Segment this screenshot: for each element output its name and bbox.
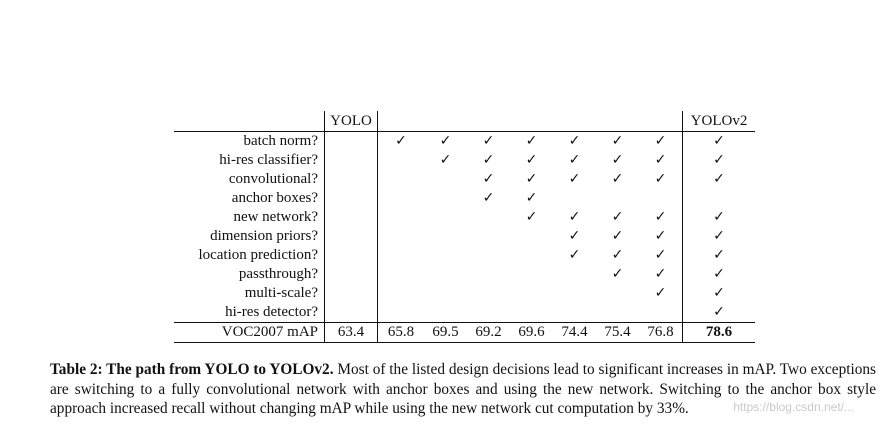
yolo-cell <box>325 189 378 208</box>
step-cell <box>378 303 425 323</box>
row-label: anchor boxes? <box>231 190 318 206</box>
map-step-value: 65.8 <box>378 323 425 343</box>
step-cell <box>378 208 425 227</box>
header-step-2 <box>424 111 467 132</box>
map-row-label: VOC2007 mAP <box>174 323 325 343</box>
step-cell <box>553 189 596 208</box>
step-cell <box>378 170 425 189</box>
table-row <box>174 284 755 303</box>
yolo-cell <box>325 132 378 152</box>
step-cell: ✓ <box>611 247 624 263</box>
step-cell: ✓ <box>654 171 667 187</box>
yolov2-cell <box>683 189 756 208</box>
header-step-4 <box>510 111 553 132</box>
step-cell: ✓ <box>611 209 624 225</box>
yolo-cell <box>325 151 378 170</box>
step-cell <box>424 303 467 323</box>
step-cell <box>510 227 553 246</box>
step-cell <box>596 189 639 208</box>
yolov2-cell: ✓ <box>683 208 756 227</box>
step-cell <box>378 284 425 303</box>
step-cell: ✓ <box>654 285 667 301</box>
caption-title: Table 2: The path from YOLO to YOLOv2. <box>50 361 334 378</box>
header-yolov2: YOLOv2 <box>683 111 756 132</box>
step-cell <box>378 151 425 170</box>
map-yolo-value: 63.4 <box>325 323 378 343</box>
yolo-cell <box>325 208 378 227</box>
row-label: hi-res detector? <box>225 304 318 320</box>
map-row <box>174 323 755 343</box>
step-cell <box>467 246 510 265</box>
yolov2-cell: ✓ <box>683 246 756 265</box>
step-cell: ✓ <box>611 171 624 187</box>
step-cell: ✓ <box>654 228 667 244</box>
step-cell: ✓ <box>525 209 538 225</box>
step-cell: ✓ <box>611 266 624 282</box>
step-cell <box>424 246 467 265</box>
yolov2-cell: ✓ <box>683 284 756 303</box>
map-step-value: 69.5 <box>424 323 467 343</box>
yolov2-cell: ✓ <box>683 227 756 246</box>
row-label: batch norm? <box>243 133 318 149</box>
step-cell <box>510 246 553 265</box>
design-decisions-table-container <box>174 111 755 343</box>
step-cell <box>378 189 425 208</box>
table-row <box>174 265 755 284</box>
step-cell <box>424 265 467 284</box>
step-cell <box>467 208 510 227</box>
watermark-text: https://blog.csdn.net/... <box>733 400 854 414</box>
step-cell <box>553 303 596 323</box>
step-cell: ✓ <box>525 190 538 206</box>
step-cell <box>378 227 425 246</box>
design-decisions-table <box>174 111 755 343</box>
step-cell <box>553 265 596 284</box>
map-step-value: 69.6 <box>510 323 553 343</box>
step-cell: ✓ <box>568 152 581 168</box>
table-row <box>174 170 755 189</box>
table-row <box>174 132 755 152</box>
table-row <box>174 227 755 246</box>
step-cell <box>467 227 510 246</box>
header-step-7 <box>639 111 683 132</box>
yolov2-cell: ✓ <box>683 170 756 189</box>
row-label: passthrough? <box>238 266 318 282</box>
yolov2-cell: ✓ <box>683 265 756 284</box>
yolo-cell <box>325 246 378 265</box>
yolo-cell <box>325 227 378 246</box>
yolo-cell <box>325 265 378 284</box>
step-cell: ✓ <box>482 171 495 187</box>
yolov2-cell: ✓ <box>683 132 756 152</box>
header-yolo: YOLO <box>325 111 378 132</box>
row-label: hi-res classifier? <box>219 152 318 168</box>
step-cell <box>510 284 553 303</box>
step-cell <box>510 303 553 323</box>
map-step-value: 75.4 <box>596 323 639 343</box>
step-cell: ✓ <box>525 133 538 149</box>
step-cell <box>424 208 467 227</box>
row-label: location prediction? <box>198 247 318 263</box>
step-cell: ✓ <box>654 247 667 263</box>
step-cell <box>378 265 425 284</box>
step-cell: ✓ <box>482 190 495 206</box>
map-step-value: 76.8 <box>639 323 683 343</box>
step-cell: ✓ <box>568 228 581 244</box>
step-cell: ✓ <box>439 133 452 149</box>
step-cell: ✓ <box>654 152 667 168</box>
table-row <box>174 151 755 170</box>
step-cell: ✓ <box>611 133 624 149</box>
step-cell <box>424 227 467 246</box>
table-header-row <box>174 111 755 132</box>
yolov2-cell: ✓ <box>683 151 756 170</box>
step-cell: ✓ <box>568 209 581 225</box>
step-cell <box>467 265 510 284</box>
step-cell <box>596 284 639 303</box>
step-cell: ✓ <box>611 228 624 244</box>
map-yolov2-value: 78.6 <box>683 323 756 343</box>
step-cell: ✓ <box>378 132 425 152</box>
caption-text: Most of the listed design decisions lead to significant increases in mAP. Two exceptions are switching to a fully convolutional network with anchor boxes and using the new network. Switching to the anchor box style approach increased recall without changing mAP while using the new network cut computation by 33%. <box>50 361 876 417</box>
yolo-cell <box>325 284 378 303</box>
step-cell <box>378 246 425 265</box>
step-cell <box>467 303 510 323</box>
step-cell <box>639 189 683 208</box>
header-step-3 <box>467 111 510 132</box>
step-cell <box>553 284 596 303</box>
map-step-value: 69.2 <box>467 323 510 343</box>
yolo-cell <box>325 303 378 323</box>
yolov2-cell: ✓ <box>683 303 756 323</box>
table-row <box>174 208 755 227</box>
step-cell <box>596 303 639 323</box>
step-cell <box>510 265 553 284</box>
table-row <box>174 303 755 323</box>
table-row <box>174 189 755 208</box>
step-cell: ✓ <box>654 133 667 149</box>
step-cell: ✓ <box>568 247 581 263</box>
step-cell: ✓ <box>654 209 667 225</box>
table-row <box>174 246 755 265</box>
step-cell: ✓ <box>482 133 495 149</box>
header-step-6 <box>596 111 639 132</box>
step-cell: ✓ <box>654 266 667 282</box>
step-cell: ✓ <box>439 152 452 168</box>
row-label: dimension priors? <box>210 228 318 244</box>
row-label: new network? <box>233 209 318 225</box>
step-cell <box>424 170 467 189</box>
step-cell <box>424 189 467 208</box>
header-label-cell <box>174 111 325 132</box>
step-cell: ✓ <box>482 152 495 168</box>
table-body <box>174 132 755 343</box>
step-cell <box>467 284 510 303</box>
map-step-value: 74.4 <box>553 323 596 343</box>
step-cell: ✓ <box>525 171 538 187</box>
step-cell: ✓ <box>568 133 581 149</box>
step-cell <box>639 303 683 323</box>
step-cell: ✓ <box>568 171 581 187</box>
row-label: multi-scale? <box>244 285 318 301</box>
yolo-cell <box>325 170 378 189</box>
step-cell <box>424 284 467 303</box>
header-step-1 <box>378 111 425 132</box>
step-cell: ✓ <box>611 152 624 168</box>
step-cell: ✓ <box>525 152 538 168</box>
row-label: convolutional? <box>228 171 318 187</box>
header-step-5 <box>553 111 596 132</box>
